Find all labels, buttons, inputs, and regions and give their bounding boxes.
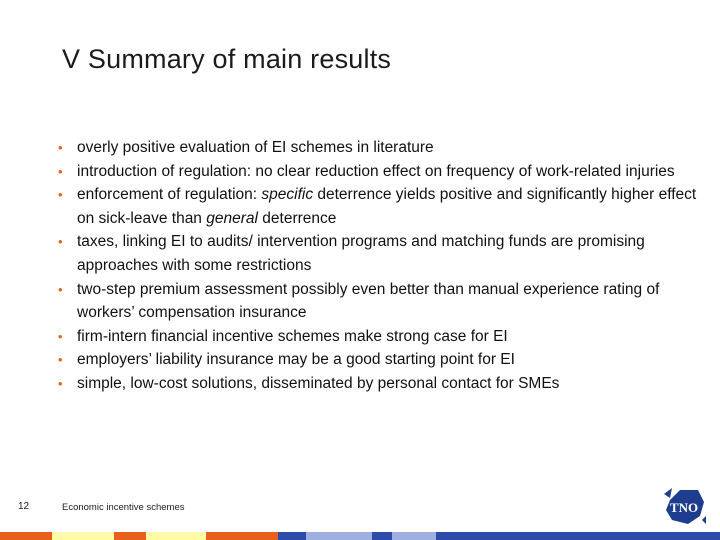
bullet-text: simple, low-cost solutions, disseminated by personal contact for SMEs xyxy=(77,374,560,392)
logo-text: TNO xyxy=(669,500,699,515)
bullet-item xyxy=(58,230,698,277)
bullet-text: enforcement of regulation: xyxy=(77,186,262,204)
bullet-text-italic: specific xyxy=(261,186,314,204)
bullet-text: taxes, linking EI to audits/ intervention programs and matching funds are promising approaches with some restrictions xyxy=(77,233,645,274)
bullet-text-italic: general xyxy=(206,209,258,227)
bullet-item xyxy=(58,325,698,349)
bullet-item xyxy=(58,372,698,396)
bullet-text: deterrence yields positive and significantly higher effect on sick-leave than xyxy=(77,186,697,227)
bullet-dot-icon: • xyxy=(58,375,63,391)
bullet-item xyxy=(58,160,698,184)
bullet-item xyxy=(58,136,698,160)
color-bar-segment xyxy=(436,532,720,540)
bullet-dot-icon: • xyxy=(58,234,63,250)
color-bar-segment xyxy=(114,532,146,540)
bullet-dot-icon: • xyxy=(58,140,63,155)
color-bar-segment xyxy=(278,532,306,540)
color-bar-segment xyxy=(372,532,392,540)
color-bar-segment xyxy=(146,532,206,540)
bullet-item xyxy=(58,183,698,230)
bullet-text: two-step premium assessment possibly even better than manual experience rating of workers’ compensation insurance xyxy=(77,280,660,322)
color-bar-segment xyxy=(392,532,436,540)
bullet-text: firm-intern financial incentive schemes make strong case for EI xyxy=(77,327,508,345)
color-bar-segment xyxy=(206,532,278,540)
bullet-text: introduction of regulation: no clear reduction effect on frequency of work-related injuries xyxy=(77,162,675,180)
bullet-list xyxy=(58,136,698,396)
bullet-dot-icon: • xyxy=(58,163,63,179)
bullet-dot-icon: • xyxy=(58,187,63,203)
bullet-item xyxy=(58,278,698,325)
color-bar-segment xyxy=(52,532,114,540)
bullet-dot-icon: • xyxy=(58,281,63,297)
color-bar-segment xyxy=(0,532,52,540)
bullet-text: overly positive evaluation of EI schemes in literature xyxy=(77,139,434,156)
tno-logo-icon xyxy=(664,486,706,526)
color-bar-segment xyxy=(306,532,372,540)
bullet-dot-icon: • xyxy=(58,352,63,368)
page-number: 12 xyxy=(18,501,30,512)
bullet-text: employers’ liability insurance may be a good starting point for EI xyxy=(77,351,515,369)
bullet-item xyxy=(58,348,698,372)
footer-text: Economic incentive schemes xyxy=(62,502,185,513)
footer-color-bar xyxy=(0,532,720,540)
bullet-text: deterrence xyxy=(257,209,337,227)
slide-title: V Summary of main results xyxy=(62,44,392,74)
bullet-dot-icon: • xyxy=(58,328,63,344)
